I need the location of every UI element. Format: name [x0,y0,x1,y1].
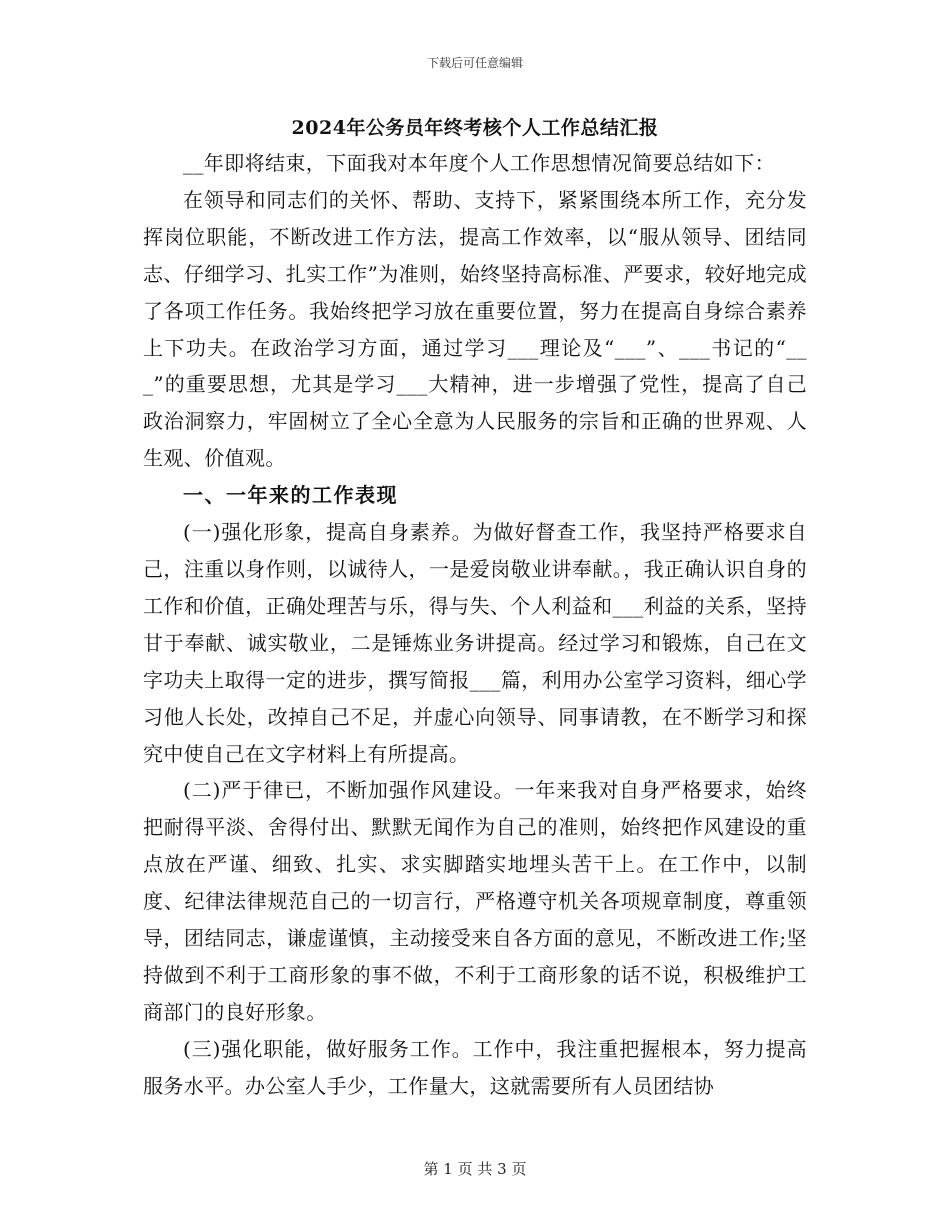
work-paragraph-1: (一)强化形象，提高自身素养。为做好督查工作，我坚持严格要求自己，注重以身作则，以诚待人，一是爱岗敬业讲奉献。，我正确认识自身的工作和价值，正确处理苦与乐，得与失、个人利益和___利益的关系，坚持甘于奉献、诚实敬业，二是锤炼业务讲提高。经过学习和锻炼，自己在文字功夫上取得一定的进步，撰写简报___篇，利用办公室学习资料，细心学习他人长处，改掉自己不足，并虚心向领导、同事请教，在不断学习和探究中使自己在文字材料上有所提高。 [143,520,807,766]
document-body [143,145,807,1105]
study-paragraph: 在领导和同志们的关怀、帮助、支持下，紧紧围绕本所工作，充分发挥岗位职能，不断改进工作方法，提高工作效率，以“服从领导、团结同志、仔细学习、扎实工作”为准则，始终坚持高标准、严要求，较好地完成了各项工作任务。我始终把学习放在重要位置，努力在提高自身综合素养上下功夫。在政治学习方面，通过学习___理论及“___”、___书记的“___”的重要思想，尤其是学习___大精神，进一步增强了党性，提高了自己政治洞察力，牢固树立了全心全意为人民服务的宗旨和正确的世界观、人生观、价值观。 [143,187,807,471]
page-header-note: 下载后可任意编辑 [426,56,523,70]
section-heading: 一、一年来的工作表现 [183,483,398,508]
work-paragraph-3: (三)强化职能，做好服务工作。工作中，我注重把握根本，努力提高服务水平。办公室人手少，工作量大，这就需要所有人员团结协 [143,1036,807,1098]
intro-paragraph: __年即将结束，下面我对本年度个人工作思想情况简要总结如下： [183,151,775,175]
page-number: 第 1 页 共 3 页 [423,1160,527,1178]
work-paragraph-2: (二)严于律已，不断加强作风建设。一年来我对自身严格要求，始终把耐得平淡、舍得付出、默默无闻作为自己的准则，始终把作风建设的重点放在严谨、细致、扎实、求实脚踏实地埋头苦干上。在工作中，以制度、纪律法律规范自己的一切言行，严格遵守机关各项规章制度，尊重领导，团结同志，谦虚谨慎，主动接受来自各方面的意见，不断改进工作;坚持做到不利于工商形象的事不做，不利于工商形象的话不说，积极维护工商部门的良好形象。 [143,778,807,1024]
document-title: 2024年公务员年终考核个人工作总结汇报 [291,117,659,139]
